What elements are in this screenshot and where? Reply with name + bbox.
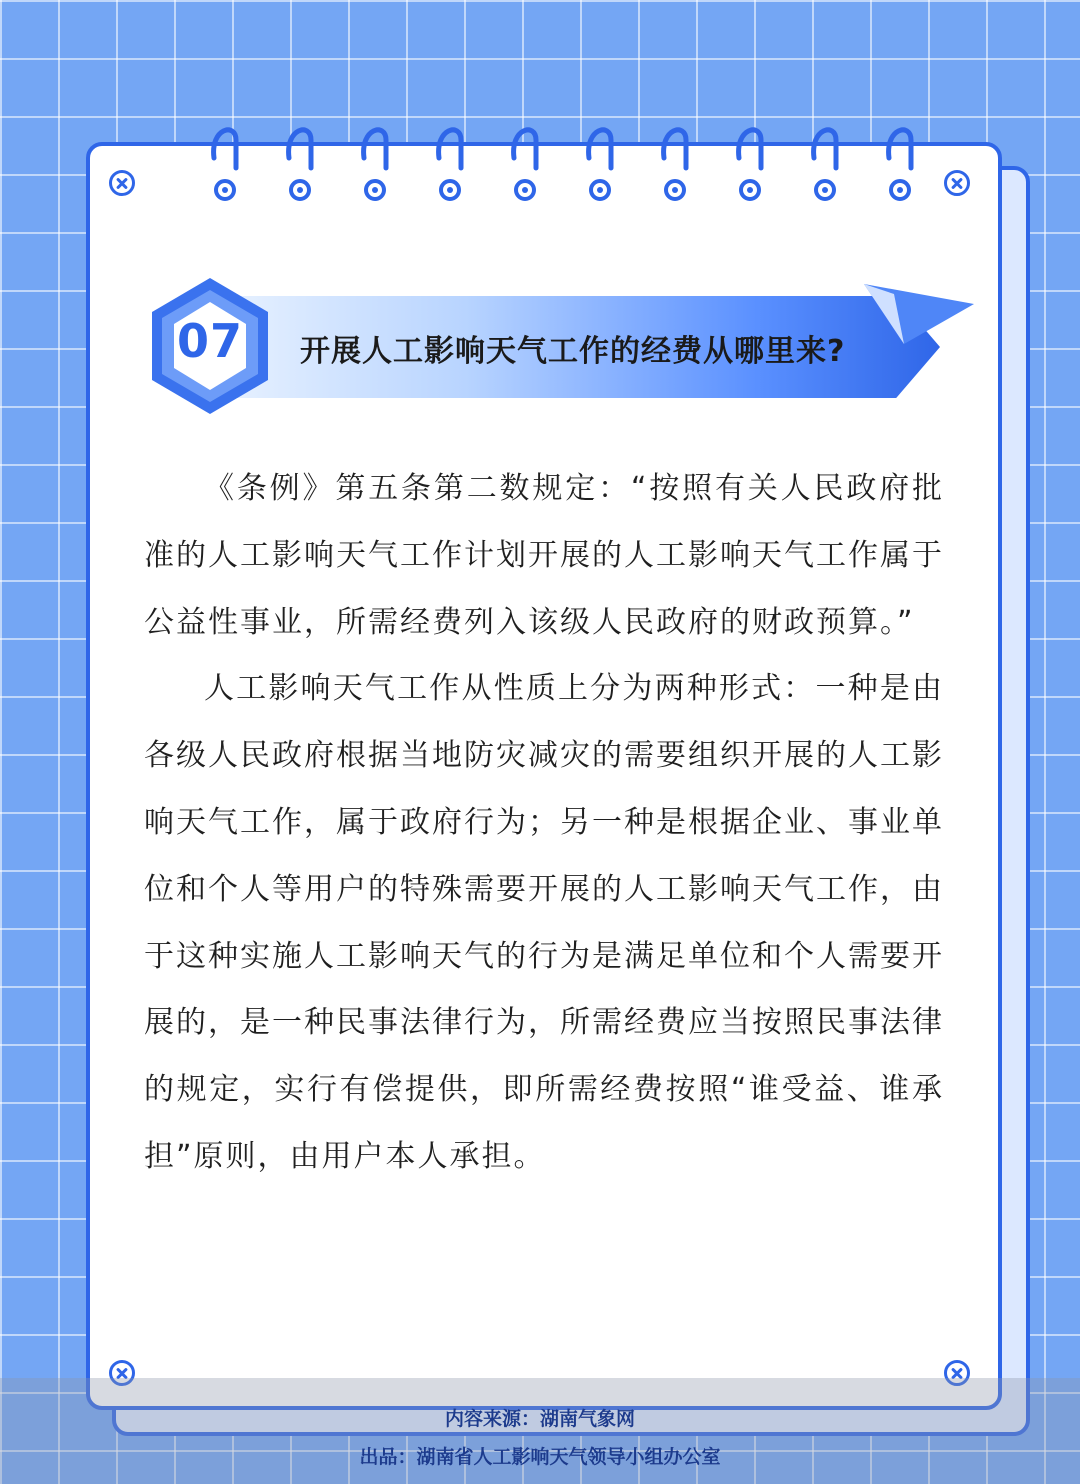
answer-paragraph: 人工影响天气工作从性质上分为两种形式：一种是由各级人民政府根据当地防灾减灾的需要组织开展的人工影响天气工作，属于政府行为；另一种是根据企业、事业单位和个人等用户的特殊需要开展的人工影响天气工作，由于这种实施人工影响天气的行为是满足单位和个人需要开展的，是一种民事法律行为，所需经费应当按照民事法律的规定，实行有偿提供，即所需经费按照“谁受益、谁承担”原则，由用户本人承担。 [144,671,944,1174]
spiral-ring-icon [354,118,394,208]
content-source: 内容来源：湖南气象网 [444,1408,635,1430]
spiral-ring-icon [729,118,769,208]
spiral-ring-icon [429,118,469,208]
spiral-ring-icon [654,118,694,208]
question-number: 07 [176,314,243,368]
question-header [140,276,980,426]
spiral-ring-icon [279,118,319,208]
answer-body [144,456,944,1191]
banner-fold-icon [864,284,974,344]
spiral-ring-icon [804,118,844,208]
publisher-credit: 出品：湖南省人工影响天气领导小组办公室 [359,1446,721,1468]
spiral-ring-icon [204,118,244,208]
spiral-ring-icon [879,118,919,208]
spiral-ring-icon [579,118,619,208]
answer-paragraph: 《条例》第五条第二数规定：“按照有关人民政府批准的人工影响天气工作计划开展的人工影响天气工作属于公益性事业，所需经费列入该级人民政府的财政预算。” [144,471,944,640]
screw-icon [109,170,135,196]
screw-icon [944,170,970,196]
question-title: 开展人工影响天气工作的经费从哪里来? [300,334,846,369]
footer-bar [0,1378,1080,1484]
spiral-ring-icon [504,118,544,208]
